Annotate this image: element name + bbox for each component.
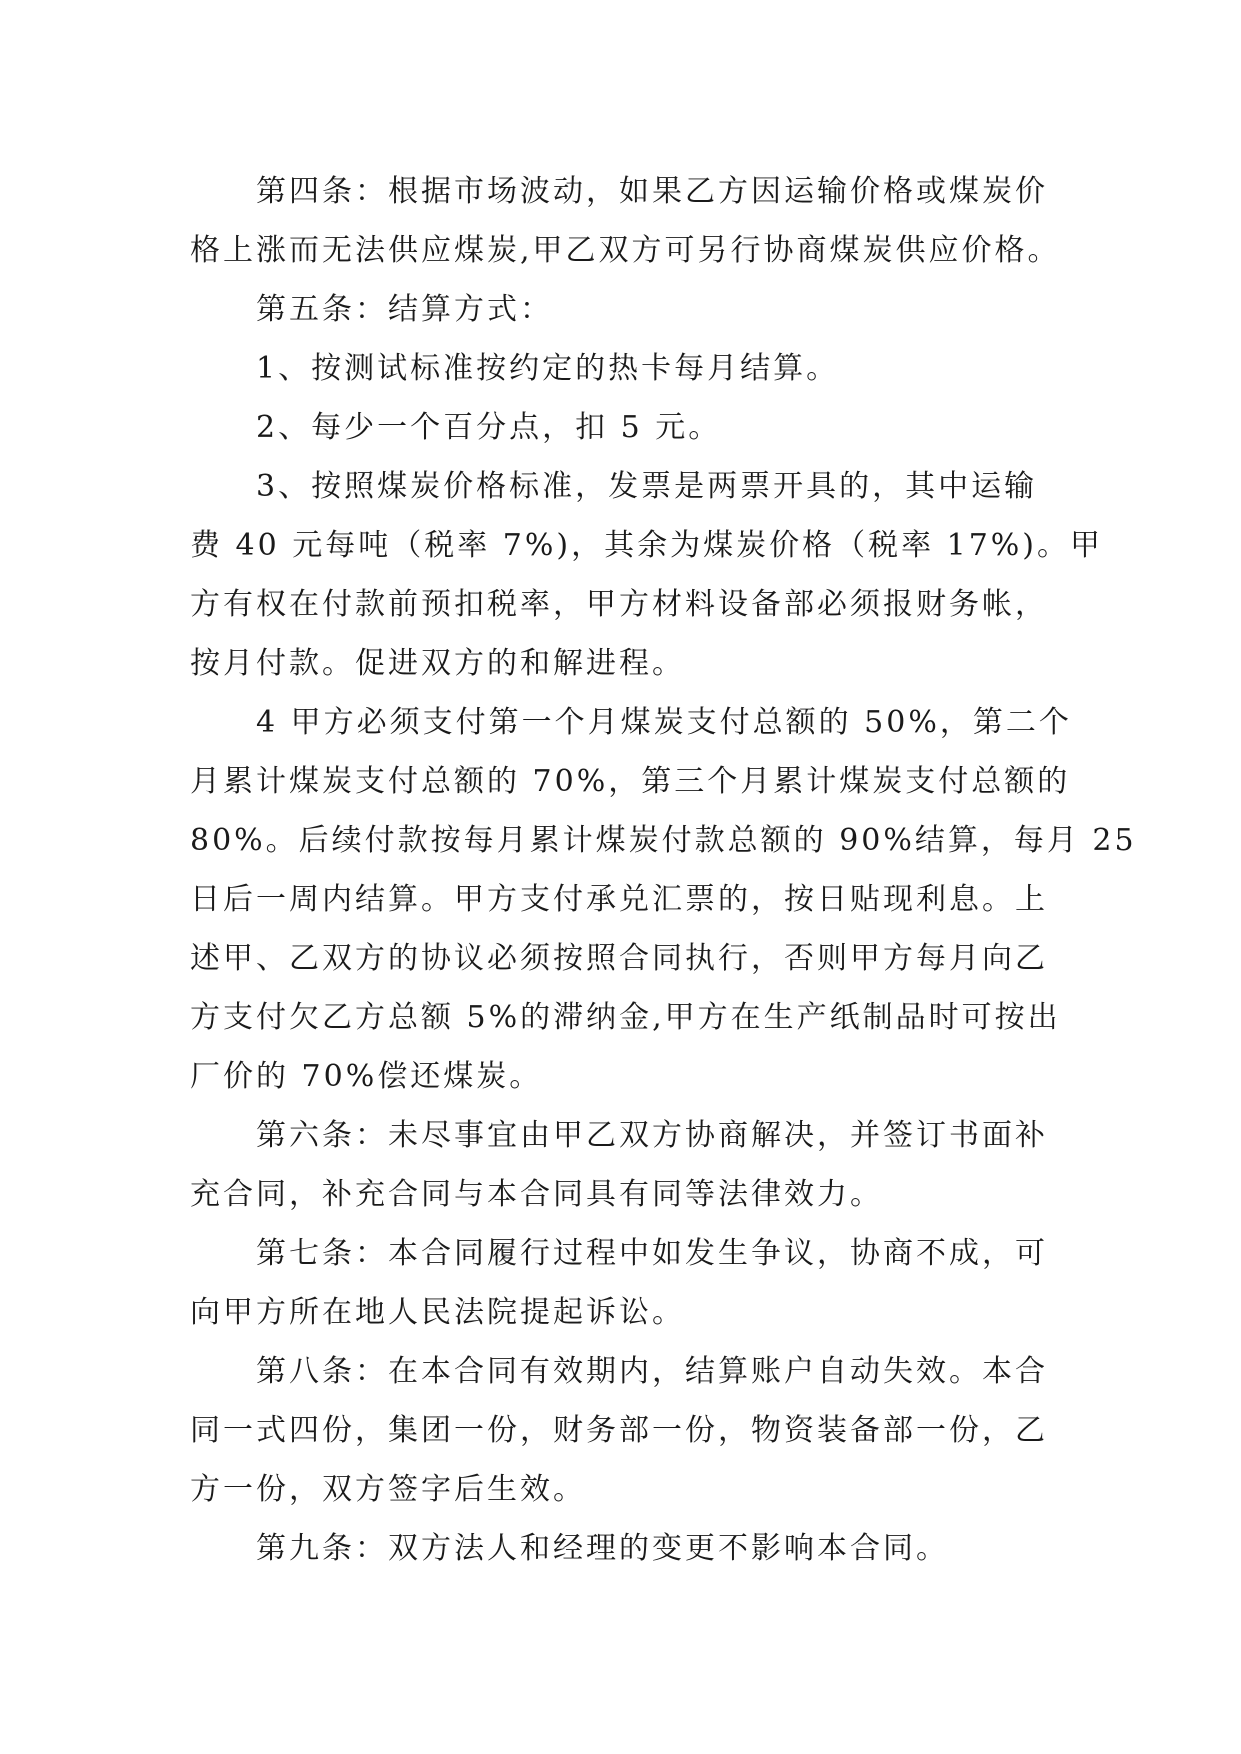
document-body [190,162,1137,1578]
article-9-paragraph [190,1519,1070,1578]
article-5-heading [190,280,1070,339]
text-line: 同一式四份，集团一份，财务部一份，物资装备部一份，乙 [190,1413,1048,1448]
text-line: 述甲、乙双方的协议必须按照合同执行，否则甲方每月向乙 [190,941,1048,976]
article-5-item-1 [190,339,1070,398]
article-5-item-4 [190,693,1137,1106]
text-line: 方一份，双方签字后生效。 [190,1472,586,1507]
text-line: 3、按照煤炭价格标准，发票是两票开具的，其中运输 [256,469,1038,504]
text-line: 按月付款。促进双方的和解进程。 [190,646,685,681]
article-8-paragraph [190,1342,1070,1519]
text-line: 1、按测试标准按约定的热卡每月结算。 [256,351,840,386]
text-line: 第九条：双方法人和经理的变更不影响本合同。 [256,1531,949,1566]
text-line: 第八条：在本合同有效期内，结算账户自动失效。本合 [256,1354,1048,1389]
article-6-paragraph [190,1106,1070,1224]
article-5-item-2 [190,398,1070,457]
text-line: 费 40 元每吨（税率 7%)，其余为煤炭价格（税率 17%)。甲 [190,528,1103,563]
text-line: 方有权在付款前预扣税率，甲方材料设备部必须报财务帐， [190,587,1048,622]
text-line: 第五条：结算方式： [256,292,553,327]
text-line: 充合同，补充合同与本合同具有同等法律效力。 [190,1177,883,1212]
text-line: 方支付欠乙方总额 5%的滞纳金,甲方在生产纸制品时可按出 [190,1000,1061,1035]
article-4-paragraph [190,162,1070,280]
text-line: 向甲方所在地人民法院提起诉讼。 [190,1295,685,1330]
text-line: 80%。后续付款按每月累计煤炭付款总额的 90%结算，每月 25 [190,823,1137,858]
text-line: 日后一周内结算。甲方支付承兑汇票的，按日贴现利息。上 [190,882,1048,917]
text-line: 第七条：本合同履行过程中如发生争议，协商不成，可 [256,1236,1048,1271]
article-5-item-3 [190,457,1103,693]
text-line: 厂价的 70%偿还煤炭。 [190,1059,543,1094]
text-line: 第四条：根据市场波动，如果乙方因运输价格或煤炭价 [256,174,1048,209]
text-line: 格上涨而无法供应煤炭,甲乙双方可另行协商煤炭供应价格。 [190,233,1061,268]
text-line: 月累计煤炭支付总额的 70%，第三个月累计煤炭支付总额的 [190,764,1071,799]
text-line: 4 甲方必须支付第一个月煤炭支付总额的 50%，第二个 [256,705,1072,740]
text-line: 第六条：未尽事宜由甲乙双方协商解决，并签订书面补 [256,1118,1048,1153]
article-7-paragraph [190,1224,1070,1342]
text-line: 2、每少一个百分点，扣 5 元。 [256,410,722,445]
